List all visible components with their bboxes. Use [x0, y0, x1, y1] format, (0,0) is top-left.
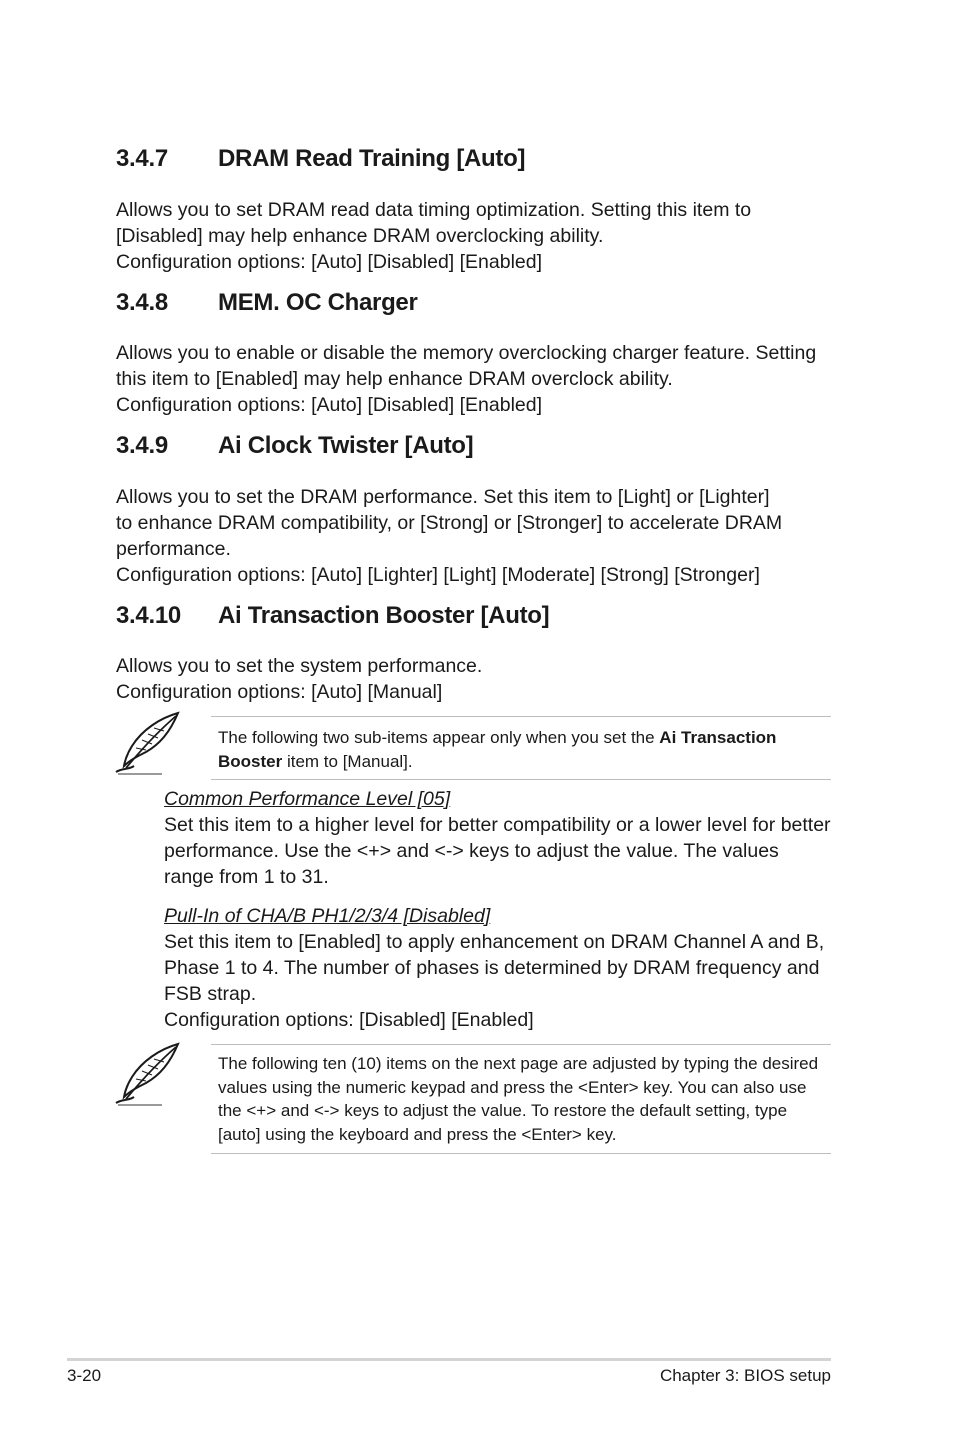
- chapter-title: Chapter 3: BIOS setup: [659, 1366, 831, 1385]
- config-options: Configuration options: [Auto] [Manual]: [116, 681, 443, 703]
- config-options: Configuration options: [Disabled] [Enabled]: [164, 1009, 534, 1031]
- section-number: 3.4.8: [116, 289, 168, 316]
- note-box: [211, 1044, 831, 1154]
- section-number: 3.4.10: [116, 602, 181, 629]
- config-options: Configuration options: [Auto] [Disabled] [Enabled]: [116, 251, 543, 273]
- section-number: 3.4.9: [116, 432, 168, 459]
- body-line: performance.: [116, 538, 231, 560]
- section-title: Ai Clock Twister [Auto]: [218, 432, 474, 459]
- body-line: Phase 1 to 4. The number of phases is determined by DRAM frequency and: [164, 957, 820, 979]
- note-line: the <+> and <-> keys to adjust the value. To restore the default setting, type: [218, 1101, 788, 1120]
- feather-pen-icon: [112, 710, 182, 776]
- body-line: FSB strap.: [164, 983, 257, 1005]
- note-line: [auto] using the keyboard and press the <Enter> key.: [218, 1124, 617, 1144]
- section-title: MEM. OC Charger: [218, 289, 418, 316]
- note-line: values using the numeric keypad and press the <Enter> key. You can also use: [218, 1077, 807, 1097]
- section-title: DRAM Read Training [Auto]: [218, 145, 526, 172]
- section-body-3-4-8: [116, 340, 836, 418]
- subitem-title: Pull-In of CHA/B PH1/2/3/4 [Disabled]: [164, 905, 491, 927]
- feather-pen-icon: [112, 1041, 182, 1107]
- body-line: this item to [Enabled] may help enhance DRAM overclock ability.: [116, 368, 673, 390]
- subitem-common-performance-level: [164, 786, 844, 890]
- note-bold-item: Booster: [218, 751, 283, 771]
- body-line: to enhance DRAM compatibility, or [Strong] or [Stronger] to accelerate DRAM: [116, 512, 783, 534]
- section-heading-3-4-9: [116, 432, 473, 460]
- note-text: [211, 717, 831, 773]
- section-heading-3-4-10: [116, 602, 549, 630]
- note-box: [211, 716, 831, 780]
- section-body-3-4-9: [116, 484, 836, 588]
- section-heading-3-4-8: [116, 289, 418, 317]
- note-line: The following ten (10) items on the next page are adjusted by typing the desired: [218, 1054, 819, 1073]
- body-line: Allows you to enable or disable the memory overclocking charger feature. Setting: [116, 342, 817, 364]
- footer-divider: [67, 1358, 831, 1361]
- section-heading-3-4-7: [116, 145, 525, 173]
- body-line: Allows you to set the DRAM performance. Set this item to [Light] or [Lighter]: [116, 486, 770, 508]
- body-line: Set this item to [Enabled] to apply enhancement on DRAM Channel A and B,: [164, 931, 825, 953]
- config-options: Configuration options: [Auto] [Disabled] [Enabled]: [116, 394, 543, 416]
- subitem-title: Common Performance Level [05]: [164, 788, 451, 810]
- note-text-suffix: item to [Manual].: [282, 751, 413, 771]
- body-line: Allows you to set DRAM read data timing optimization. Setting this item to: [116, 199, 752, 221]
- page-number: 3-20: [67, 1366, 102, 1385]
- body-line: [Disabled] may help enhance DRAM overclocking ability.: [116, 225, 604, 247]
- config-options: Configuration options: [Auto] [Lighter] [Light] [Moderate] [Strong] [Stronger]: [116, 564, 760, 586]
- body-line: range from 1 to 31.: [164, 866, 329, 888]
- section-body-3-4-7: [116, 197, 836, 275]
- note-text: [211, 1045, 831, 1146]
- body-line: Set this item to a higher level for better compatibility or a lower level for better: [164, 814, 831, 836]
- section-title: Ai Transaction Booster [Auto]: [218, 602, 550, 629]
- section-body-3-4-10: [116, 653, 836, 705]
- subitem-pull-in: [164, 903, 844, 1033]
- note-bold-item: Ai Transaction: [659, 728, 777, 747]
- section-number: 3.4.7: [116, 145, 168, 172]
- note-text-prefix: The following two sub-items appear only when you set the: [218, 728, 660, 747]
- body-line: Allows you to set the system performance.: [116, 655, 483, 677]
- body-line: performance. Use the <+> and <-> keys to adjust the value. The values: [164, 840, 779, 862]
